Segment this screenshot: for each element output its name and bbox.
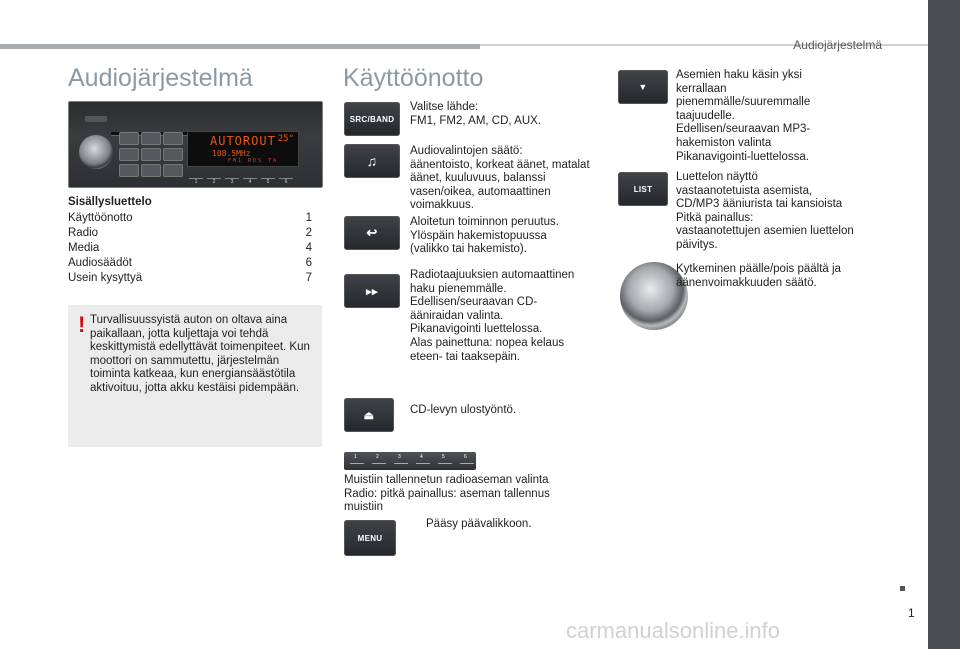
warning-icon: ! [78,312,86,337]
music-note-icon: ♫ [344,144,400,178]
volume-knob [79,135,113,169]
toc-item[interactable]: Audiosäädöt 6 [68,257,312,269]
src-band-button: SRC/BAND [344,102,400,136]
running-header: Audiojärjestelmä [793,38,882,52]
watermark: carmanualsonline.info [566,618,781,643]
back-text: Aloitetun toiminnon peruutus. Ylöspäin hakemistopuussa (valikko tai hakemisto). [410,216,559,256]
list-button: LIST [618,172,668,206]
display-temp: 25° [277,134,294,144]
radio-button-grid [119,132,185,176]
page-edge-bar [928,0,960,649]
audio-text: Audiovalintojen säätö: äänentoisto, korkeat äänet, matalat äänet, kuuluvuus, balanssi vasen/oikea, automaattinen voimakkuus. [410,145,590,212]
toc-title: Sisällysluettelo [68,196,152,208]
menu-text: Pääsy päävalikkoon. [426,518,532,530]
radio-unit-image [68,101,323,188]
preset-strip: 1 2 3 4 5 6 [344,452,476,470]
display-line3: FM1 RDS TA [228,158,279,164]
display-line1: AUTOROUT [210,134,276,148]
preset-text: Muistiin tallennetun radioaseman valinta Radio: pitkä painallus: aseman tallennus muistiin [344,474,550,514]
eject-text: CD-levyn ulostyöntö. [410,404,517,416]
toc-item[interactable]: Usein kysyttyä 7 [68,272,312,284]
manual-seek-text: Asemien haku käsin yksi kerrallaan pienemmälle/suuremmalle taajuudelle. Edellisen/seuraavan MP3-hakemiston valinta Pikanavigointi-luettelossa. [676,69,811,163]
down-arrow-icon: ▼ [618,70,668,104]
page-number: 1 [908,606,915,620]
radio-presets: 1 2 3 4 5 6 [189,170,299,180]
section-title-start: Käyttöönotto [343,64,484,92]
toc-item[interactable]: Käyttöönotto 1 [68,212,312,224]
section-title: Audiojärjestelmä [68,64,253,92]
toc-item[interactable]: Radio 2 [68,227,312,239]
toc-item[interactable]: Media 4 [68,242,312,254]
seek-text: Radiotaajuuksien automaattinen haku pienemmälle. Edellisen/seuraavan CD-ääniraidan valinta. Pikanavigointi luettelossa. Alas painettuna: nopea kelaus eteen- tai taaksepäin. [410,269,575,363]
fast-forward-icon: ▸▸ [344,274,400,308]
back-arrow-icon: ↩ [344,216,400,250]
src-text: Valitse lähde: FM1, FM2, AM, CD, AUX. [410,101,541,127]
top-rule [0,44,480,49]
src-band-key [85,116,107,122]
knob-text: Kytkeminen päälle/pois päältä ja äänenvoimakkuuden säätö. [676,263,841,289]
radio-display [187,131,299,167]
warning-text: Turvallisuussyistä auton on oltava aina paikallaan, jotta kuljettaja voi tehdä keskittymistä edellyttävät toimenpiteet. Kun moottori on sammutettu, järjestelmän toiminta katkeaa, kun energiansäästötila aktivoituu, jotta akku kestäisi pidempään. [90,314,310,394]
menu-button: MENU [344,520,396,556]
display-line2: 108.5MHz [212,149,251,158]
eject-icon: ⏏ [344,398,394,432]
page-marker [900,586,905,591]
list-text: Luettelon näyttö vastaanotetuista asemista, CD/MP3 ääniurista tai kansioista Pitkä painallus: vastaanotettujen asemien luettelon päivitys. [676,171,854,251]
